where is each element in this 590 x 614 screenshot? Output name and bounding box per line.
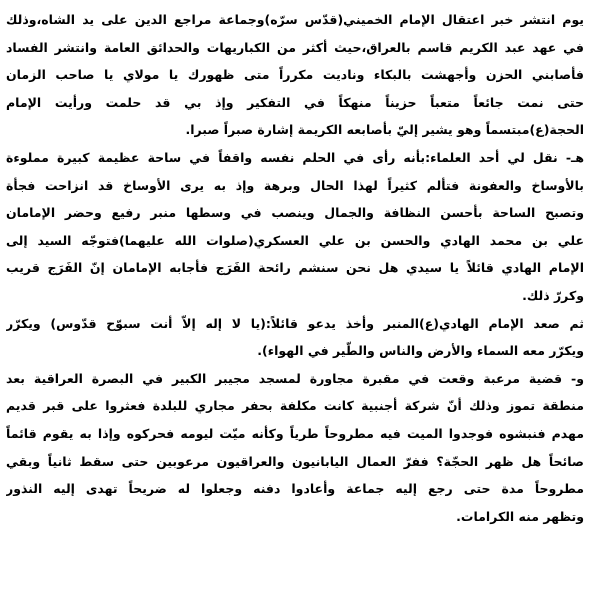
paragraph-basra-incident [6,365,584,531]
text-line: منطقة تموز وذلك أنّ شركة أجنبية كانت مكلفة بحفر مجاري للبلدة فعثروا على قبر قديم [6,398,584,414]
paragraph-arrest-dream [6,6,584,144]
paragraph-scholar-dream [6,144,584,310]
text-line: وتظهر منه الكرامات. [456,508,584,524]
text-line: ويكرّر معه السماء والأرض والناس والطّير في الهواء). [257,343,584,359]
text-line: حتى نمت جائعاً متعباً حزيناً منهكاً في التفكير وإذ بي قد حلمت ورأيت الإمام [6,94,584,110]
paragraph-imam-supplication [6,310,584,365]
text-line: هـ- نقل لي أحد العلماء:بأنه رأى في الحلم نفسه واقفاً في ساحة عظيمة كبيرة مملوءة [6,149,584,165]
text-line: وتصبح الساحة بأحسن النظافة والجمال وينصب في وسطها منبر رفيع وحضر الإمامان [6,205,584,221]
text-line: و- قضية مرعبة وقعت في مقبرة مجاورة لمسجد مجيبر الكبير في البصرة العراقية بعد [6,370,584,386]
text-line: بالأوساخ والعفونة فتألم كثيراً لهذا الحال وبرهة وإذ به يرى الأوساخ قد انزاحت فجأة [6,177,584,193]
text-line: وكررّ ذلك. [522,287,584,303]
text-line: مطروحاً مدة حتى رجع إليه جماعة وأعادوا دفنه وجعلوا له ضريحاً تهدى إليه النذور [6,481,584,497]
text-line: فأصابني الحزن وأجهشت بالبكاء وناديت مكرراً متى ظهورك يا مولاي يا صاحب الزمان [6,67,584,83]
text-line: علي بن محمد الهادي والحسن بن علي العسكري(صلوات الله عليهما)فتوجّه السيد إلى [6,232,584,248]
text-line: ثم صعد الإمام الهادي(ع)المنبر وأخذ يدعو قائلاً:(يا لا إله إلاّ أنت سبوّح قدّوس) ويكرّر [6,315,584,331]
text-line: صائحاً هل ظهر الحجّة؟ ففرّ العمال اليابانيون والعراقيون مرعوبين حتى سقط ثانياً وبقي [6,453,584,469]
text-line: الإمام الهادي قائلاً يا سيدي هل نحن سنشم رائحة الفَرَج فأجابه الإمامان إنّ الفَرَج قريب [6,260,584,276]
text-line: يوم انتشر خبر اعتقال الإمام الخميني(قدّس سرّه)وجماعة مراجع الدين على يد الشاه،وذلك [6,12,584,27]
text-line: مهدم فنبشوه فوجدوا الميت فيه مطروحاً طرياً وكأنه ميّت ليومه فحركوه وإذا به يقوم قائماً [6,425,584,441]
text-line: الحجة(ع)مبتسماً وهو يشير إليّ بأصابعه الكريمة إشارة صبراً صبرا. [185,122,584,138]
text-line: في عهد عبد الكريم قاسم بالعراق،حيث أكثر من الكباريهات والحدائق العامة وانتشر الفساد [6,39,584,55]
